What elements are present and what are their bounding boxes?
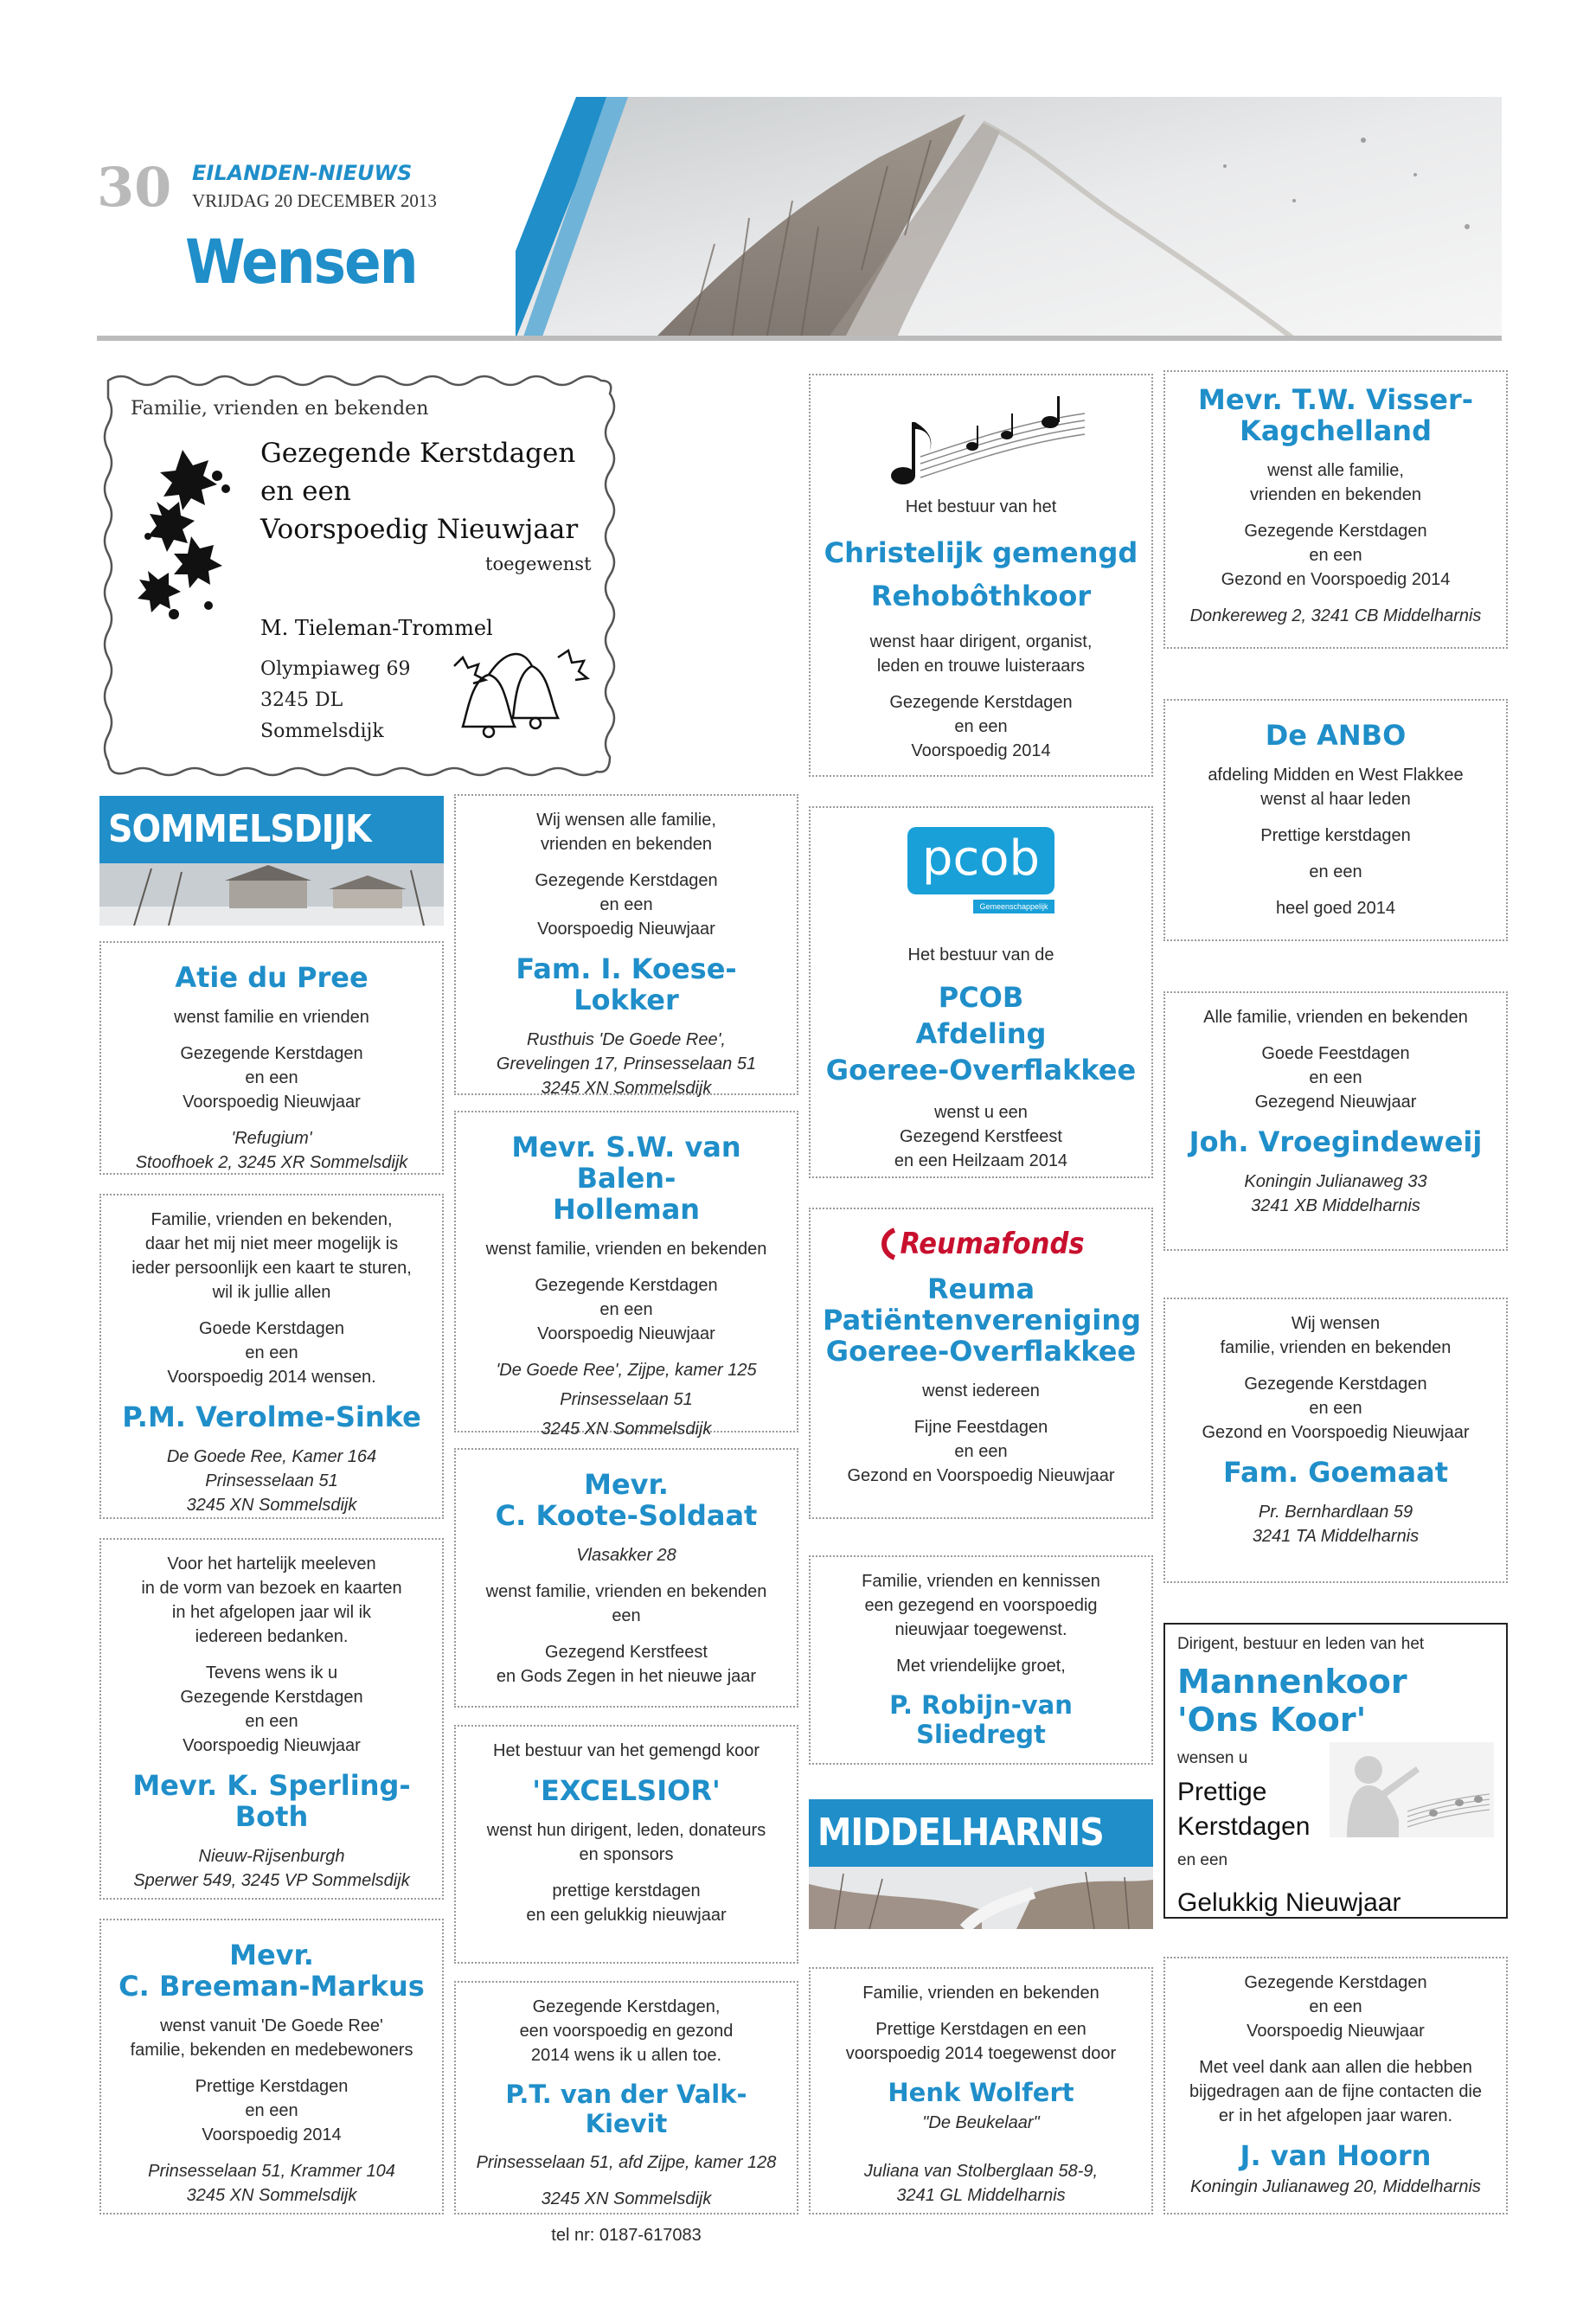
robijn-line1: Familie, vrienden en kennissen een gezegend en voorspoedig nieuwjaar toegewenst. [862, 1572, 1100, 1639]
reumafonds-logo [823, 1227, 1139, 1261]
pcob-logo [907, 827, 1054, 925]
wolfert-line2: Prettige Kerstdagen en een voorspoedig 2014 toegewenst door [845, 2020, 1117, 2063]
middelharnis-heading: MIDDELHARNIS [809, 1799, 1153, 1867]
anbo-name: De ANBO [1265, 719, 1407, 752]
koese-line2: Gezegende Kerstdagen en een Voorspoedig Nieuwjaar [535, 871, 718, 939]
balen-name: Mevr. S.W. van Balen- Holleman [511, 1131, 741, 1226]
sperling-line2: Tevens wens ik u Gezegende Kerstdagen en een Voorspoedig Nieuwjaar [180, 1663, 363, 1755]
pcob-card [809, 806, 1153, 1178]
rehoboth-line2: wenst haar dirigent, organist, leden en trouwe luisteraars [869, 632, 1093, 676]
breeman-line1: wenst vanuit 'De Goede Ree' familie, bekenden en medebewoners [130, 2016, 413, 2060]
robijn-card [809, 1555, 1153, 1765]
pcob-logo-text: pcob [907, 827, 1054, 894]
visser-line2: Gezegende Kerstdagen en een Gezond en Voorspoedig 2014 [1221, 522, 1451, 589]
breeman-name: Mevr. C. Breeman-Markus [119, 1939, 425, 2003]
robijn-name: P. Robijn-van Sliedregt [889, 1690, 1073, 1749]
reuma-card [809, 1208, 1153, 1519]
koese-name: Fam. I. Koese-Lokker [516, 952, 737, 1016]
hoorn-address: Koningin Julianaweg 20, Middelharnis [1190, 2177, 1481, 2196]
anbo-line1: afdeling Midden en West Flakkee wenst al haar leden [1208, 766, 1464, 809]
page-number: 30 [97, 156, 172, 219]
sommelsdijk-heading: SOMMELSDIJK [99, 796, 444, 863]
balen-address3: 3245 XN Sommelsdijk [541, 1420, 712, 1439]
christmas-bells-icon [437, 631, 593, 753]
wolfert-address: "De Beukelaar" Juliana van Stolberglaan 58-9, 3241 GL Middelharnis [863, 2113, 1099, 2205]
header-winter-photo [516, 97, 1502, 339]
pcob-line2: wenst u een Gezegend Kerstfeest en een Heilzaam 2014 [894, 1103, 1068, 1170]
rehoboth-card [809, 374, 1153, 777]
verolme-line1: Familie, vrienden en bekenden, daar het mij niet meer mogelijk is ieder persoonlijk een kaart te sturen, wil ik jullie allen [131, 1210, 412, 1302]
verolme-line2: Goede Kerstdagen en een Voorspoedig 2014 wensen. [167, 1319, 376, 1387]
valk-name: P.T. van der Valk-Kievit [505, 2080, 747, 2138]
visser-line1: wenst alle familie, vrienden en bekenden [1250, 461, 1421, 504]
robijn-line2: Met vriendelijke groet, [896, 1657, 1066, 1676]
tieleman-address: Olympiaweg 69 3245 DL Sommelsdijk [260, 658, 411, 742]
sperling-name: Mevr. K. Sperling-Both [132, 1769, 411, 1833]
balen-line1: wenst familie, vrienden en bekenden [485, 1240, 767, 1259]
visser-name: Mevr. T.W. Visser- Kagchelland [1197, 383, 1474, 447]
koote-line2: Gezegend Kerstfeest en Gods Zegen in het nieuwe jaar [496, 1643, 757, 1686]
vroegindeweij-card [1163, 991, 1508, 1251]
wolfert-line1: Familie, vrienden en bekenden [862, 1984, 1099, 2003]
visser-card [1163, 370, 1508, 649]
valk-address1: Prinsesselaan 51, afd Zijpe, kamer 128 [476, 2153, 777, 2172]
rehoboth-name: Christelijk gemengd Rehobôthkoor [824, 536, 1138, 612]
goemaat-address: Pr. Bernhardlaan 59 3241 TA Middelharnis [1252, 1503, 1420, 1546]
vroegindeweij-line2: Goede Feestdagen en een Gezegend Nieuwjaar [1254, 1044, 1417, 1112]
koote-address: Vlasakker 28 [576, 1546, 676, 1565]
koese-address: Rusthuis 'De Goede Ree', Grevelingen 17, Prinsesselaan 51 3245 XN Sommelsdijk [496, 1030, 757, 1098]
pcob-line1: Het bestuur van de [907, 945, 1054, 965]
koote-name: Mevr. C. Koote-Soldaat [495, 1468, 758, 1532]
mannenkoor-card [1163, 1623, 1508, 1919]
breeman-line2: Prettige Kerstdagen en een Voorspoedig 2014 [195, 2077, 349, 2144]
issue-date: VRIJDAG 20 DECEMBER 2013 [192, 190, 437, 211]
pcob-name: PCOB Afdeling Goeree-Overflakkee [825, 981, 1137, 1086]
mannenkoor-line3: Prettige Kerstdagen [1177, 1778, 1311, 1841]
sommelsdijk-photo [99, 863, 444, 926]
anbo-card [1163, 699, 1508, 941]
tieleman-toegewenst: toegewenst [485, 554, 592, 574]
excelsior-line3: prettige kerstdagen en een gelukkig nieuwjaar [526, 1881, 727, 1925]
mannenkoor-line5: Gelukkig Nieuwjaar [1177, 1888, 1401, 1917]
mannenkoor-name: Mannenkoor 'Ons Koor' [1177, 1663, 1407, 1739]
reumafonds-logo-text: Reumafonds [900, 1227, 1085, 1261]
van-hoorn-card [1163, 1957, 1508, 2214]
middelharnis-photo [809, 1867, 1153, 1929]
anbo-line4: heel goed 2014 [1276, 899, 1395, 918]
sommelsdijk-section [99, 796, 444, 926]
rehoboth-line3: Gezegende Kerstdagen en een Voorspoedig 2014 [889, 693, 1073, 760]
mannenkoor-line4: en een [1177, 1851, 1228, 1869]
valk-address2: 3245 XN Sommelsdijk [541, 2189, 712, 2208]
valk-phone: tel nr: 0187-617083 [551, 2226, 702, 2245]
verolme-address: De Goede Ree, Kamer 164 Prinsesselaan 51 3245 XN Sommelsdijk [166, 1447, 377, 1515]
wolfert-card [809, 1967, 1153, 2214]
anbo-line2: Prettige kerstdagen [1260, 826, 1411, 845]
atie-address: 'Refugium' Stoofhoek 2, 3245 XR Sommelsdijk [135, 1129, 408, 1172]
atie-line1: wenst familie en vrienden [174, 1008, 369, 1027]
excelsior-card [454, 1725, 798, 1964]
mannenkoor-line2: wensen u [1177, 1749, 1248, 1767]
hoorn-line1: Gezegende Kerstdagen en een Voorspoedig Nieuwjaar [1244, 1973, 1427, 2041]
koote-card [454, 1448, 798, 1708]
conductor-icon [1330, 1742, 1494, 1837]
excelsior-name: 'EXCELSIOR' [532, 1774, 721, 1807]
tieleman-greeting: Gezegende Kerstdagen en een Voorspoedig Nieuwjaar [260, 438, 579, 545]
atie-name: Atie du Pree [175, 961, 369, 994]
pcob-logo-sub: Gemeenschappelijk actief [973, 900, 1054, 913]
anbo-line3: en een [1309, 862, 1362, 881]
goemaat-card [1163, 1298, 1508, 1583]
vroegindeweij-address: Koningin Julianaweg 33 3241 XB Middelharnis [1244, 1172, 1427, 1215]
hoorn-name: J. van Hoorn [1240, 2139, 1432, 2172]
wolfert-name: Henk Wolfert [888, 2078, 1074, 2107]
page-header [0, 0, 1596, 346]
visser-address: Donkereweg 2, 3241 CB Middelharnis [1189, 606, 1482, 625]
holly-icon [131, 441, 243, 631]
vroegindeweij-name: Joh. Vroegindeweij [1189, 1125, 1483, 1158]
music-notes-icon [869, 388, 1093, 491]
middelharnis-section [809, 1799, 1153, 1929]
atie-du-pree-card [99, 941, 444, 1175]
vroegindeweij-line1: Alle familie, vrienden en bekenden [1203, 1008, 1468, 1027]
breeman-address: Prinsesselaan 51, Krammer 104 3245 XN Sommelsdijk [148, 2162, 395, 2205]
hoorn-line2: Met veel dank aan allen die hebben bijgedragen aan de fijne contacten die er in het afgelopen jaar waren. [1189, 2058, 1483, 2125]
balen-address2: Prinsesselaan 51 [560, 1390, 693, 1409]
atie-line2: Gezegende Kerstdagen en een Voorspoedig Nieuwjaar [180, 1044, 363, 1112]
rehoboth-line1: Het bestuur van het [905, 497, 1057, 516]
koese-line1: Wij wensen alle familie, vrienden en bekenden [536, 811, 716, 854]
section-title: Wensen [185, 227, 417, 298]
reuma-line1: wenst iedereen [922, 1381, 1040, 1400]
reuma-line2: Fijne Feestdagen en een Gezond en Voorspoedig Nieuwjaar [847, 1418, 1115, 1485]
excelsior-line1: Het bestuur van het gemengd koor [493, 1741, 760, 1760]
goemaat-line2: Gezegende Kerstdagen en een Gezond en Voorspoedig Nieuwjaar [1202, 1375, 1470, 1442]
koese-card [454, 794, 798, 1098]
reumafonds-logo-icon [877, 1227, 900, 1261]
tieleman-name: M. Tieleman-Trommel [260, 616, 493, 640]
breeman-card [99, 1919, 444, 2214]
sperling-card [99, 1538, 444, 1900]
goemaat-name: Fam. Goemaat [1223, 1456, 1448, 1489]
mannenkoor-line1: Dirigent, bestuur en leden van het [1177, 1635, 1425, 1653]
tieleman-intro: Familie, vrienden en bekenden [131, 398, 429, 420]
sperling-line1: Voor het hartelijk meeleven in de vorm van bezoek en kaarten in het afgelopen jaar wil ik iedereen bedanken. [141, 1554, 402, 1646]
paper-name: EILANDEN-NIEUWS [192, 161, 413, 185]
header-rule [97, 336, 1502, 341]
balen-line2: Gezegende Kerstdagen en een Voorspoedig Nieuwjaar [535, 1276, 718, 1343]
koote-line1: wenst familie, vrienden en bekenden een [485, 1582, 767, 1625]
reuma-name: Reuma Patiëntenvereniging Goeree-Overflakkee [823, 1272, 1142, 1368]
verolme-name: P.M. Verolme-Sinke [122, 1400, 421, 1433]
excelsior-line2: wenst hun dirigent, leden, donateurs en sponsors [486, 1821, 766, 1864]
tieleman-card [99, 372, 619, 783]
verolme-card [99, 1194, 444, 1519]
valk-line1: Gezegende Kerstdagen, een voorspoedig en gezond 2014 wens ik u allen toe. [519, 1997, 734, 2065]
van-balen-card [454, 1111, 798, 1439]
balen-address1: 'De Goede Ree', Zijpe, kamer 125 [496, 1361, 757, 1380]
sperling-address: Nieuw-Rijsenburgh Sperwer 549, 3245 VP Sommelsdijk [133, 1847, 410, 1890]
goemaat-line1: Wij wensen familie, vrienden en bekenden [1220, 1314, 1452, 1357]
van-der-valk-card [454, 1981, 798, 2245]
